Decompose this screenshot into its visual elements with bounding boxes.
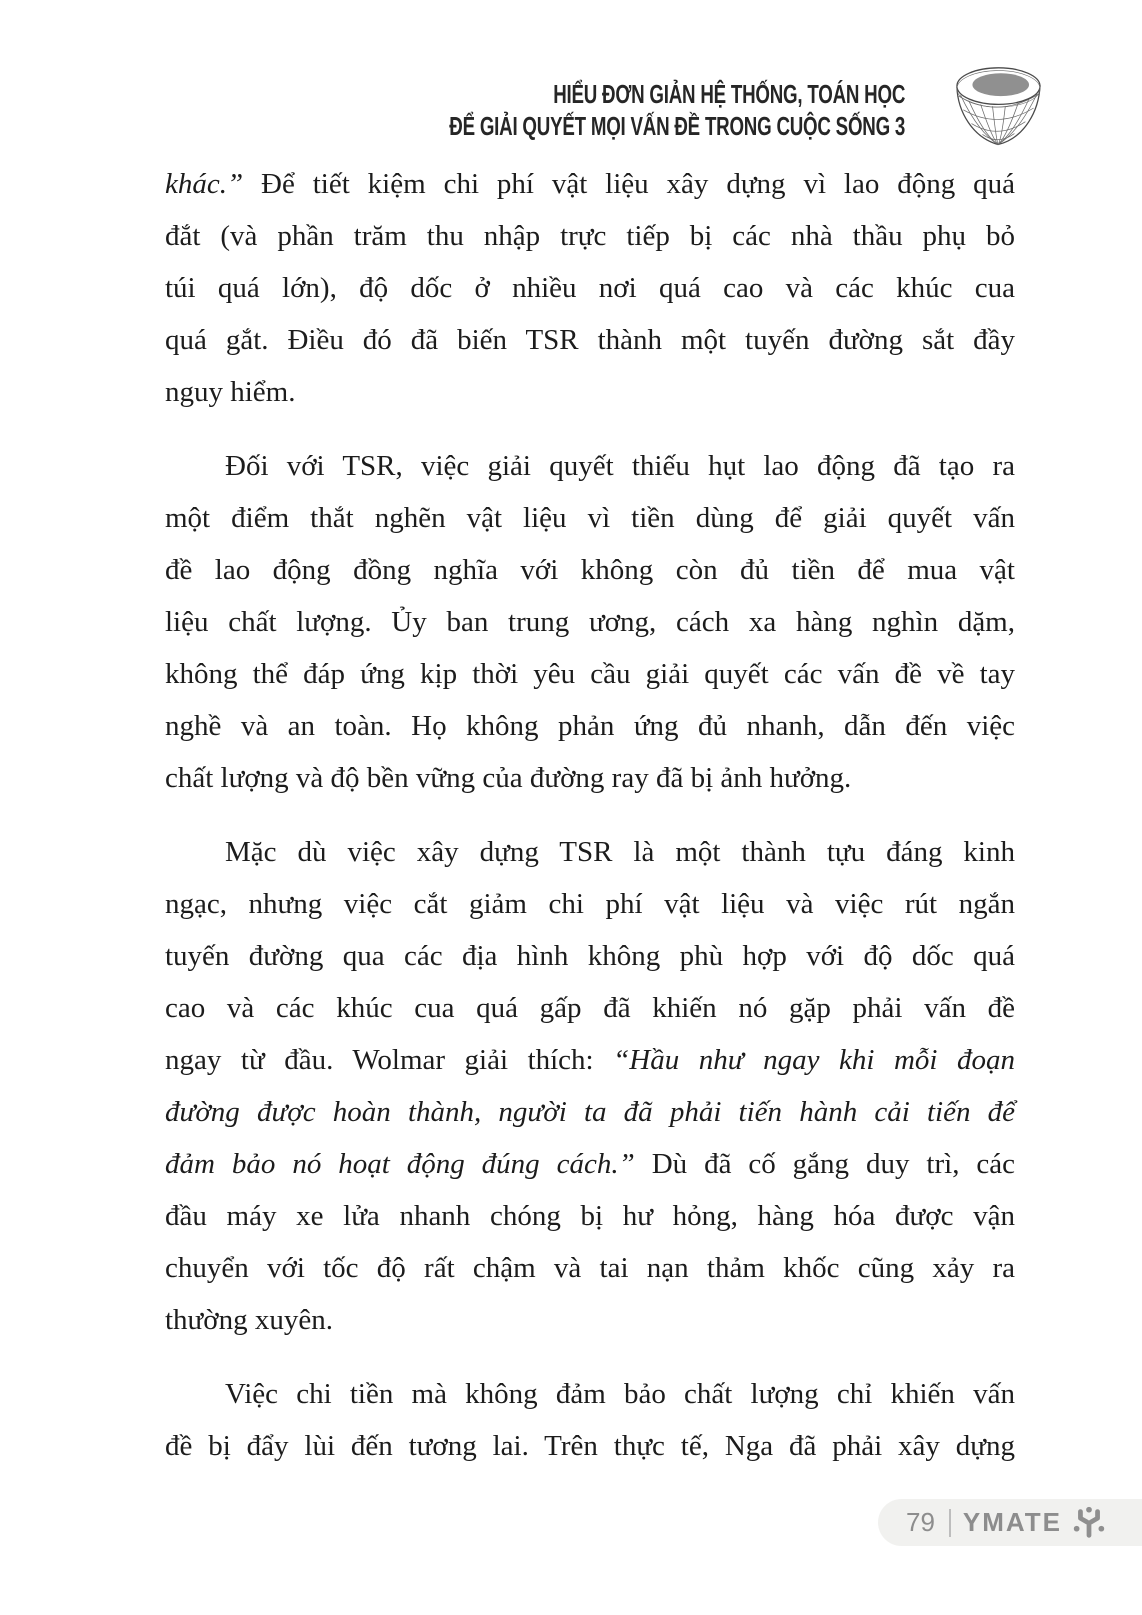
text-line: không thể đáp ứng kịp thời yêu cầu giải quyết các vấn đề về tay [165,658,1015,690]
text-line: đề lao động đồng nghĩa với không còn đủ tiền để mua vật [165,554,1015,586]
text-line: ngay từ đầu. Wolmar giải thích: “Hầu như ngay khi mỗi đoạn [165,1044,1015,1076]
publisher-brand: YMATE [962,1507,1062,1537]
paragraph [165,826,1015,1346]
text-line: Mặc dù việc xây dựng TSR là một thành tựu đáng kinh [225,836,1015,868]
paragraph [165,440,1015,804]
text-line: chất lượng và độ bền vững của đường ray đã bị ảnh hưởng. [165,762,852,794]
paragraph [165,1368,1015,1472]
page-text-block [165,158,1015,1494]
text-line: khác.” Để tiết kiệm chi phí vật liệu xây dựng vì lao động quá [165,168,1015,200]
book-title-line-1: HIỂU ĐƠN GIẢN HỆ THỐNG, TOÁN HỌC [553,79,905,109]
text-line: đảm bảo nó hoạt động đúng cách.” Dù đã cố gắng duy trì, các [165,1148,1015,1180]
text-line: ngạc, nhưng việc cắt giảm chi phí vật liệu và việc rút ngắn [165,888,1015,920]
page-number: 79 [906,1507,935,1537]
text-line: chuyển với tốc độ rất chậm và tai nạn thảm khốc cũng xảy ra [165,1252,1015,1284]
text-line: tuyến đường qua các địa hình không phù hợp với độ dốc quá [165,940,1015,972]
text-line: một điểm thắt nghẽn vật liệu vì tiền dùng để giải quyết vấn [165,502,1015,534]
text-line: túi quá lớn), độ dốc ở nhiều nơi quá cao và các khúc cua [165,272,1015,304]
page-header [272,78,905,142]
footer-divider [949,1509,951,1537]
text-line: liệu chất lượng. Ủy ban trung ương, cách xa hàng nghìn dặm, [165,606,1015,638]
paragraph [165,158,1015,418]
text-line: Việc chi tiền mà không đảm bảo chất lượng chỉ khiến vấn [225,1378,1015,1410]
book-title-line-2: ĐỂ GIẢI QUYẾT MỌI VẤN ĐỀ TRONG CUỘC SỐNG 3 [449,111,905,141]
text-line: quá gắt. Điều đó đã biến TSR thành một tuyến đường sắt đầy [165,324,1015,356]
text-line: thường xuyên. [165,1304,333,1336]
ymate-figure-icon [1070,1503,1108,1543]
text-line: đầu máy xe lửa nhanh chóng bị hư hỏng, hàng hóa được vận [165,1200,1015,1232]
wireframe-globe-bowl-icon [952,66,1044,150]
footer-pill [878,1499,1142,1546]
text-line: cao và các khúc cua quá gấp đã khiến nó gặp phải vấn đề [165,992,1015,1024]
text-line: nguy hiểm. [165,376,296,408]
text-line: nghề và an toàn. Họ không phản ứng đủ nhanh, dẫn đến việc [165,710,1015,742]
text-line: Đối với TSR, việc giải quyết thiếu hụt lao động đã tạo ra [225,450,1015,482]
text-line: đường được hoàn thành, người ta đã phải tiến hành cải tiến để [165,1096,1015,1128]
text-line: đề bị đẩy lùi đến tương lai. Trên thực tế, Nga đã phải xây dựng [165,1430,1015,1462]
text-line: đắt (và phần trăm thu nhập trực tiếp bị các nhà thầu phụ bỏ [165,220,1015,252]
